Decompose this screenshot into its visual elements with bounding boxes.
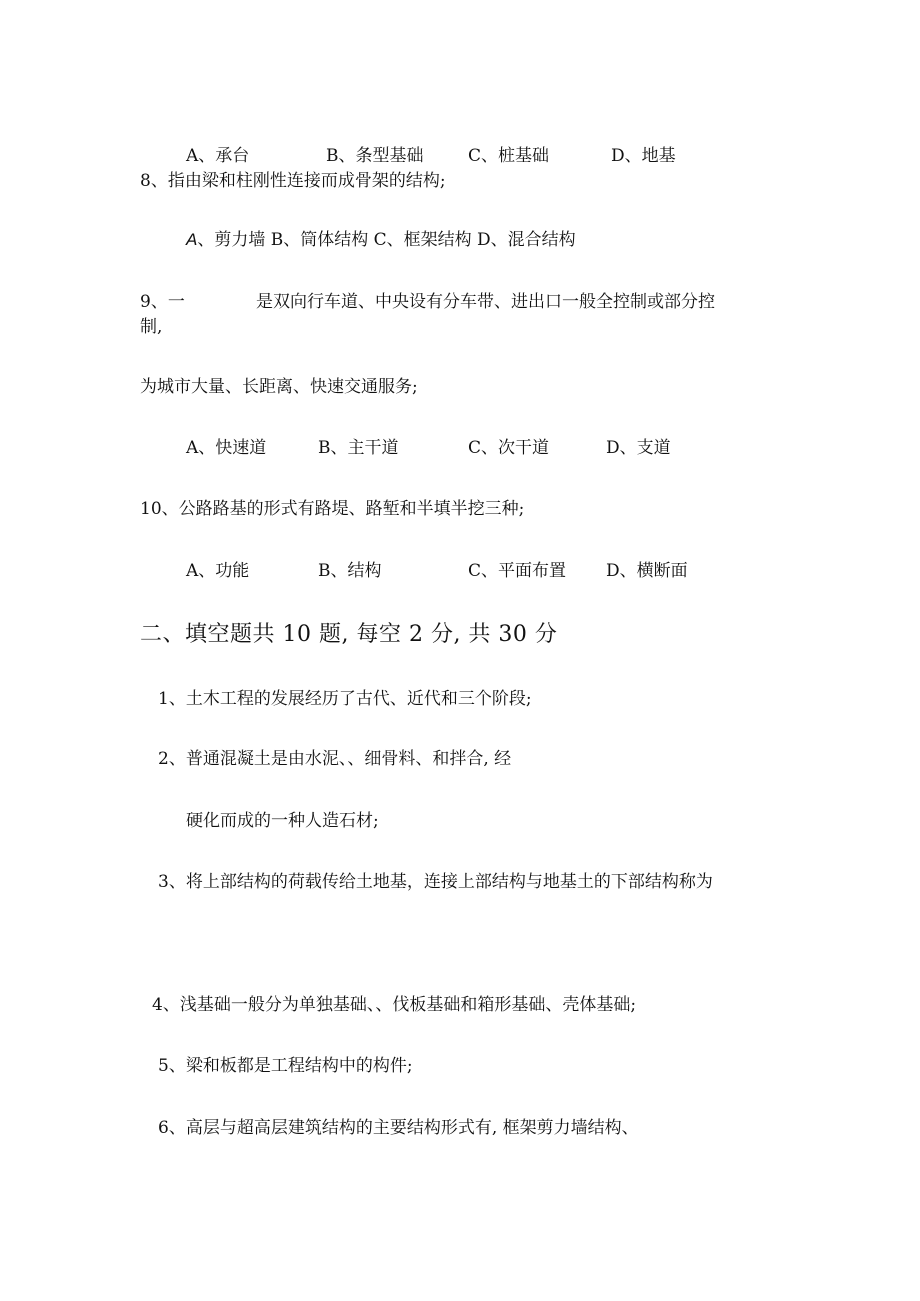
q10-option-b: B、结构 [318,561,382,581]
q10-stem: 10、公路路基的形式有路堤、路堑和半填半挖三种; [140,499,525,519]
q8-options-text: 、剪力墙 B、筒体结构 C、框架结构 D、混合结构 [197,230,576,250]
fill-item-5: 5、梁和板都是工程结构中的构件; [158,1056,413,1076]
q10-option-d: D、横断面 [606,561,688,581]
q7-option-a: A、承台 [186,146,250,166]
fill-item-1: 1、土木工程的发展经历了古代、近代和三个阶段; [158,689,532,709]
q8-stem: 8、指由梁和柱刚性连接而成骨架的结构; [140,171,446,191]
q9-option-d: D、支道 [606,438,671,458]
q7-option-d: D、地基 [611,146,676,166]
q9-option-a: A、快速道 [186,438,267,458]
q8-options [186,229,576,251]
section-heading: 二、填空题共 10 题, 每空 2 分, 共 30 分 [140,622,558,647]
q7-option-c: C、桩基础 [468,146,550,166]
fill-item-6: 6、高层与超高层建筑结构的主要结构形式有, 框架剪力墙结构、 [158,1118,639,1138]
q9-option-c: C、次干道 [468,438,550,458]
q10-option-a: A、功能 [186,561,250,581]
q8-option-letter-a: A [186,230,198,249]
q10-option-c: C、平面布置 [468,561,567,581]
fill-item-2-continuation: 硬化而成的一种人造石材; [186,811,379,831]
q7-option-b: B、条型基础 [326,146,424,166]
q9-stem-line1: 是双向行车道、中央设有分车带、进出口一般全控制或部分控 [256,292,715,312]
q9-stem-line2: 制, [140,317,163,337]
q9-option-b: B、主干道 [318,438,399,458]
fill-item-2: 2、普通混凝土是由水泥、、细骨料、和拌合, 经 [158,749,512,769]
q9-stem-line3: 为城市大量、长距离、快速交通服务; [140,377,418,397]
fill-item-3: 3、将上部结构的荷载传给土地基，连接上部结构与地基土的下部结构称为 [158,872,713,892]
q9-number: 9、一 [140,292,185,312]
fill-item-4: 4、浅基础一般分为单独基础、、伐板基础和箱形基础、壳体基础; [152,995,637,1015]
